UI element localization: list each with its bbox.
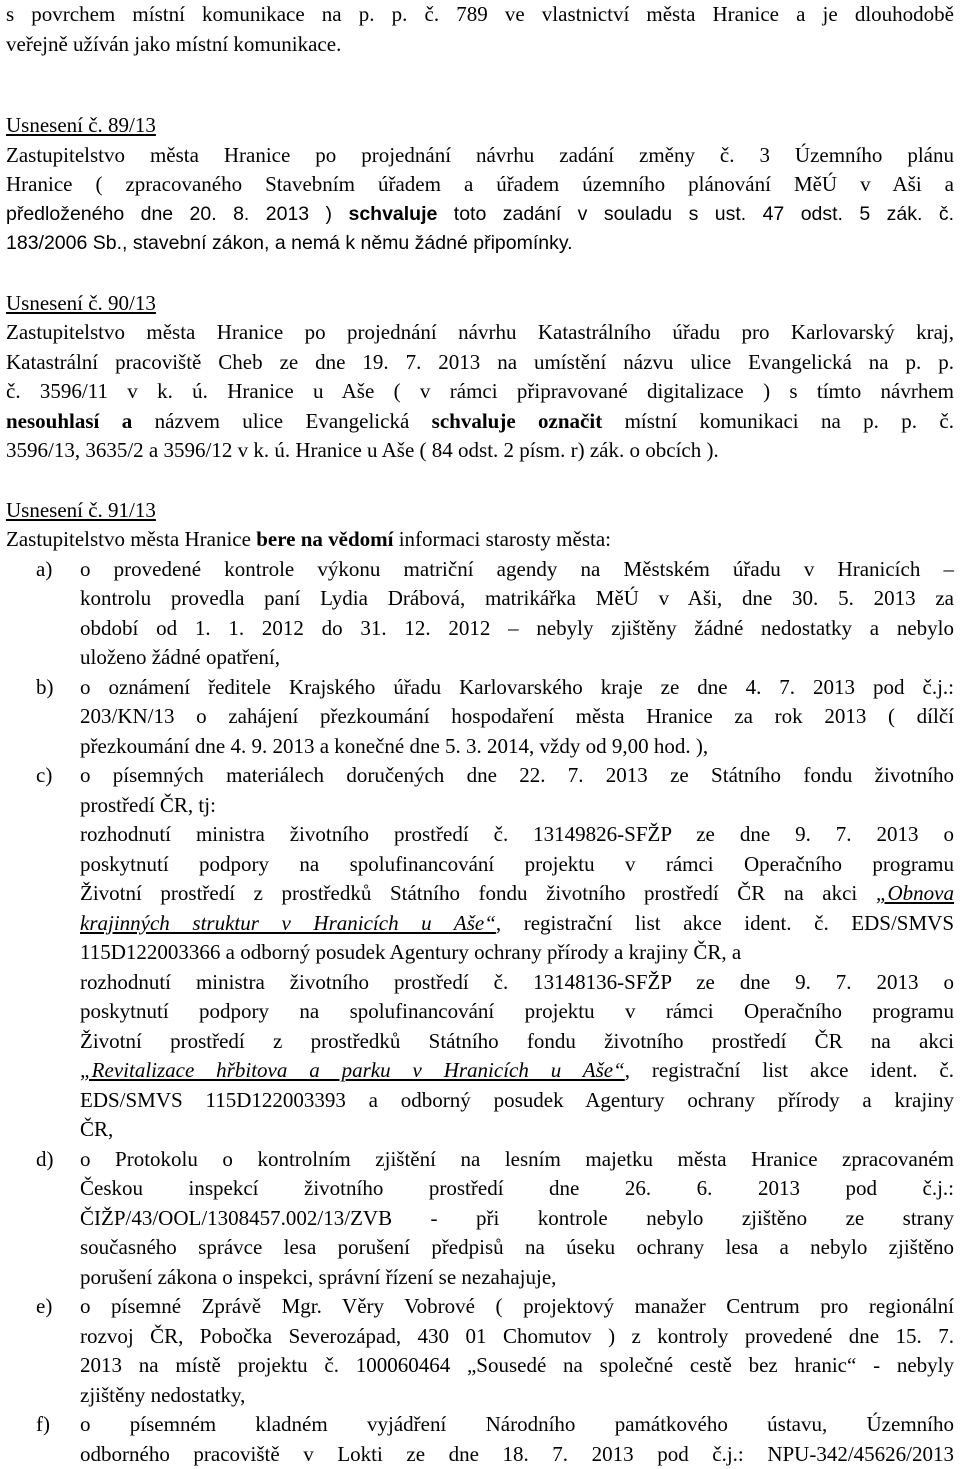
list-item-d	[6, 1145, 954, 1293]
text-line: s povrchem místní komunikace na p. p. č. 789 ve vlastnictví města Hranice a je dlouhodobě	[6, 0, 954, 30]
list-marker: c)	[36, 761, 52, 791]
resolution-heading: Usnesení č. 89/13	[6, 111, 954, 141]
list-item-e	[6, 1292, 954, 1410]
list-marker: f)	[36, 1410, 50, 1440]
text-line: uloženo žádné opatření,	[80, 643, 954, 673]
text-line: o písemné Zprávě Mgr. Věry Vobrové ( projektový manažer Centrum pro regionální	[80, 1292, 954, 1322]
text-line: Hranice ( zpracovaného Stavebním úřadem a úřadem územního plánování MěÚ v Aši a	[6, 170, 954, 200]
text-line: Životní prostředí z prostředků Státního fondu životního prostředí ČR na akci „Obnova	[80, 879, 954, 909]
text-line: odborného pracoviště v Lokti ze dne 18. 7. 2013 pod č.j.: NPU-342/45626/2013	[80, 1440, 954, 1469]
continuation-paragraph	[6, 0, 954, 59]
text-line: o provedené kontrole výkonu matriční agendy na Městském úřadu v Hranicích –	[80, 555, 954, 585]
text-line: 115D122003366 a odborný posudek Agentury ochrany přírody a krajiny ČR, a	[80, 938, 954, 968]
text-line: Zastupitelstvo města Hranice po projednání návrhu zadání změny č. 3 Územního plánu	[6, 141, 954, 171]
text-line: krajinných struktur v Hranicích u Aše“, registrační list akce ident. č. EDS/SMVS	[80, 909, 954, 939]
text-line: rozhodnutí ministra životního prostředí č. 13148136-SFŽP ze dne 9. 7. 2013 o	[80, 968, 954, 998]
list-marker: b)	[36, 673, 54, 703]
resolution-90	[6, 289, 954, 466]
list-item-c	[6, 761, 954, 1145]
text-line: nesouhlasí a názvem ulice Evangelická schvaluje označit místní komunikaci na p. p. č.	[6, 407, 954, 437]
text-line: Zastupitelstvo města Hranice po projednání návrhu Katastrálního úřadu pro Karlovarský kraj,	[6, 318, 954, 348]
text-line: období od 1. 1. 2012 do 31. 12. 2012 – nebyly zjištěny žádné nedostatky a nebylo	[80, 614, 954, 644]
text-line: ČIŽP/43/OOL/1308457.002/13/ZVB - při kontrole nebylo zjištěno ze strany	[80, 1204, 954, 1234]
text-line: zjištěny nedostatky,	[80, 1381, 954, 1411]
text-line: veřejně užíván jako místní komunikace.	[6, 30, 954, 60]
text-line: prostředí ČR, tj:	[80, 791, 954, 821]
text-line: poskytnutí podpory na spolufinancování projektu v rámci Operačního programu	[80, 997, 954, 1027]
text-line: poskytnutí podpory na spolufinancování projektu v rámci Operačního programu	[80, 850, 954, 880]
text-line: o Protokolu o kontrolním zjištění na lesním majetku města Hranice zpracovaném	[80, 1145, 954, 1175]
text-line: předloženého dne 20. 8. 2013 ) schvaluje toto zadání v souladu s ust. 47 odst. 5 zák. č.	[6, 200, 954, 230]
text-line: Českou inspekcí životního prostředí dne 26. 6. 2013 pod č.j.:	[80, 1174, 954, 1204]
resolution-heading: Usnesení č. 90/13	[6, 289, 954, 319]
text-line: přezkoumání dne 4. 9. 2013 a konečné dne 5. 3. 2014, vždy od 9,00 hod. ),	[80, 732, 954, 762]
resolution-heading: Usnesení č. 91/13	[6, 496, 954, 526]
text-line: o písemných materiálech doručených dne 22. 7. 2013 ze Státního fondu životního	[80, 761, 954, 791]
text-line: současného správce lesa porušení předpisů na úseku ochrany lesa a nebylo zjištěno	[80, 1233, 954, 1263]
text-line: č. 3596/11 v k. ú. Hranice u Aše ( v rámci připravované digitalizace ) s tímto návrhem	[6, 377, 954, 407]
list-item-b	[6, 673, 954, 762]
list-marker: e)	[36, 1292, 52, 1322]
text-line: 2013 na místě projektu č. 100060464 „Sousedé na společné cestě bez hranic“ - nebyly	[80, 1351, 954, 1381]
text-line: EDS/SMVS 115D122003393 a odborný posudek Agentury ochrany přírody a krajiny	[80, 1086, 954, 1116]
text-line: porušení zákona o inspekci, správní řízení se nezahajuje,	[80, 1263, 954, 1293]
text-line: Zastupitelstvo města Hranice bere na vědomí informaci starosty města:	[6, 525, 954, 555]
text-line: rozvoj ČR, Pobočka Severozápad, 430 01 Chomutov ) z kontroly provedené dne 15. 7.	[80, 1322, 954, 1352]
text-line: o oznámení ředitele Krajského úřadu Karlovarského kraje ze dne 4. 7. 2013 pod č.j.:	[80, 673, 954, 703]
resolution-91	[6, 496, 954, 1469]
resolution-89	[6, 111, 954, 259]
text-line: Katastrální pracoviště Cheb ze dne 19. 7. 2013 na umístění názvu ulice Evangelická na p. p.	[6, 348, 954, 378]
list-marker: d)	[36, 1145, 54, 1175]
text-line: kontrolu provedla paní Lydia Drábová, matrikářka MěÚ v Aši, dne 30. 5. 2013 za	[80, 584, 954, 614]
text-line: 183/2006 Sb., stavební zákon, a nemá k němu žádné připomínky.	[6, 229, 954, 259]
list-item-f	[6, 1410, 954, 1469]
text-line: 203/KN/13 o zahájení přezkoumání hospodaření města Hranice za rok 2013 ( dílčí	[80, 702, 954, 732]
document-page	[6, 0, 954, 1469]
text-line: rozhodnutí ministra životního prostředí č. 13149826-SFŽP ze dne 9. 7. 2013 o	[80, 820, 954, 850]
list-item-a	[6, 555, 954, 673]
text-line: Životní prostředí z prostředků Státního fondu životního prostředí ČR na akci	[80, 1027, 954, 1057]
text-line: o písemném kladném vyjádření Národního památkového ústavu, Územního	[80, 1410, 954, 1440]
list-marker: a)	[36, 555, 52, 585]
text-line: „Revitalizace hřbitova a parku v Hranicích u Aše“, registrační list akce ident. č.	[80, 1056, 954, 1086]
text-line: ČR,	[80, 1115, 954, 1145]
text-line: 3596/13, 3635/2 a 3596/12 v k. ú. Hranice u Aše ( 84 odst. 2 písm. r) zák. o obcích ).	[6, 436, 954, 466]
